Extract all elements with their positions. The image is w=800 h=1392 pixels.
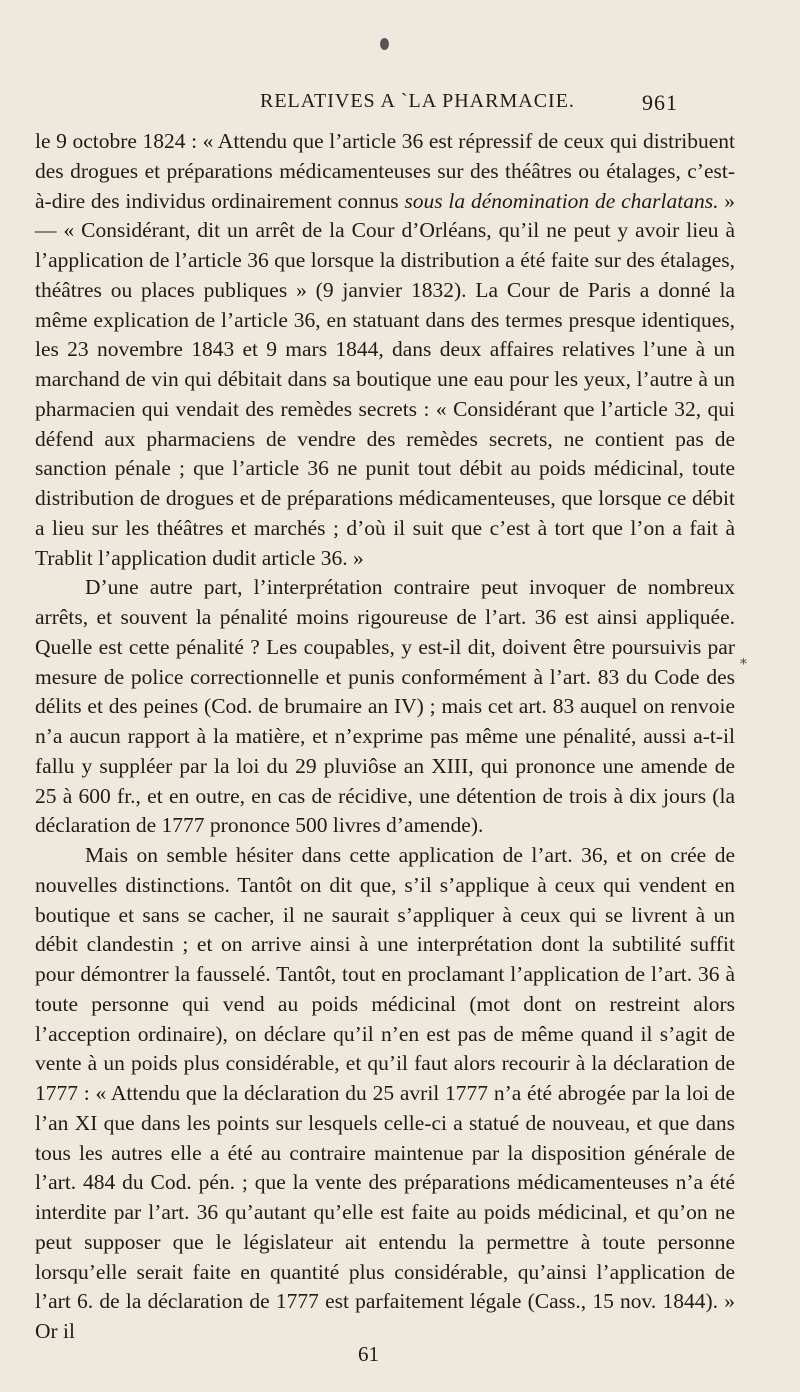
ink-dot-mark (380, 38, 389, 50)
paragraph-3: Mais on semble hésiter dans cette application de l’art. 36, et on crée de nouvelles distinctions. Tantôt on dit que, s’il s’applique à ceux qui vendent en boutique et sans se cacher, il ne saurait s’appliquer à ceux qui se livrent à un débit clandestin ; et on arrive ainsi à une interprétation dont la subtilité suffit pour démontrer la fausselé. Tantôt, tout en proclamant l’application de l’art. 36 à toute personne qui vend au poids médicinal (mot dont on restreint alors l’acception ordinaire), on déclare qu’il n’en est pas de même quand il s’agit de vente à un poids plus considérable, et qu’il faut alors recourir à la déclaration de 1777 : « Attendu que la déclaration du 25 avril 1777 n’a été abrogée par la loi de l’an XI que dans les points sur lesquels celle-ci a statué de nouveau, et que dans tous les autres elle a été au contraire maintenue par la disposition générale de l’art. 484 du Cod. pén. ; que la vente des préparations médicamenteuses n’a été interdite par l’art. 36 qu’autant qu’elle est faite au poids médicinal, et qu’on ne peut supposer que le législateur ait entendu la permettre à toute personne lorsqu’elle serait faite en quantité plus considérable, qu’ainsi l’application de l’art 6. de la déclaration de 1777 est parfaitement légale (Cass., 15 nov. 1844). » Or il (35, 843, 735, 1343)
paragraph-2: D’une autre part, l’interprétation contraire peut invoquer de nombreux arrêts, et souvent la pénalité moins rigoureuse de l’art. 36 est ainsi appliquée. Quelle est cette pénalité ? Les coupables, y est-il dit, doivent être poursuivis par mesure de police correctionnelle et punis conformément à l’art. 83 du Code des délits et des peines (Cod. de brumaire an IV) ; mais cet art. 83 auquel on renvoie n’a aucun rapport à la matière, et n’exprime pas même une pénalité, aussi a-t-il fallu y suppléer par la loi du 29 pluviôse an XIII, qui prononce une amende de 25 à 600 fr., et en outre, en cas de récidive, une détention de trois à dix jours (la déclaration de 1777 prononce 500 livres d’amende). (35, 575, 735, 838)
running-title: RELATIVES A ˋLA PHARMACIE. (260, 90, 575, 112)
paragraph-1-italic: sous la dénomination de charlatans. (404, 188, 719, 213)
paragraph-1-part-a: le 9 octobre 1824 : « Attendu que l’article 36 est répressif de ceux qui distribuent des drogues et préparations médicamenteuses sur des théâtres ou étalages, c’est-à-dire des individus ordinairement connus (35, 129, 735, 213)
margin-mark: ⁎ (740, 652, 747, 668)
paragraph-1-part-c: » — « Considérant, dit un arrêt de la Cour d’Orléans, qu’il ne peut y avoir lieu à l’application de l’article 36 que lorsque la distribution a été faite sur des étalages, théâtres ou places publiques » (9 janvier 1832). La Cour de Paris a donné la même explication de l’article 36, en statuant dans des termes presque identiques, les 23 novembre 1843 et 9 mars 1844, dans deux affaires relatives l’une à un marchand de vin qui débitait dans sa boutique une eau pour les yeux, l’autre à un pharmacien qui vendait des remèdes secrets : « Considérant que l’article 32, qui défend aux pharmaciens de vendre des remèdes secrets, ne contient pas de sanction pénale ; que l’article 36 ne punit tout débit au poids médicinal, toute distribution de drogues et de préparations médicamenteuses, que lorsque ce débit a lieu sur les théâtres et marchés ; d’où il suit que c’est à tort que l’on a fait à Trablit l’application dudit article 36. » (35, 188, 736, 570)
body-text (35, 127, 735, 1347)
page-header (0, 90, 800, 120)
signature-mark: 61 (358, 1342, 379, 1366)
paragraph-1 (35, 127, 735, 573)
page-number: 961 (642, 90, 678, 115)
